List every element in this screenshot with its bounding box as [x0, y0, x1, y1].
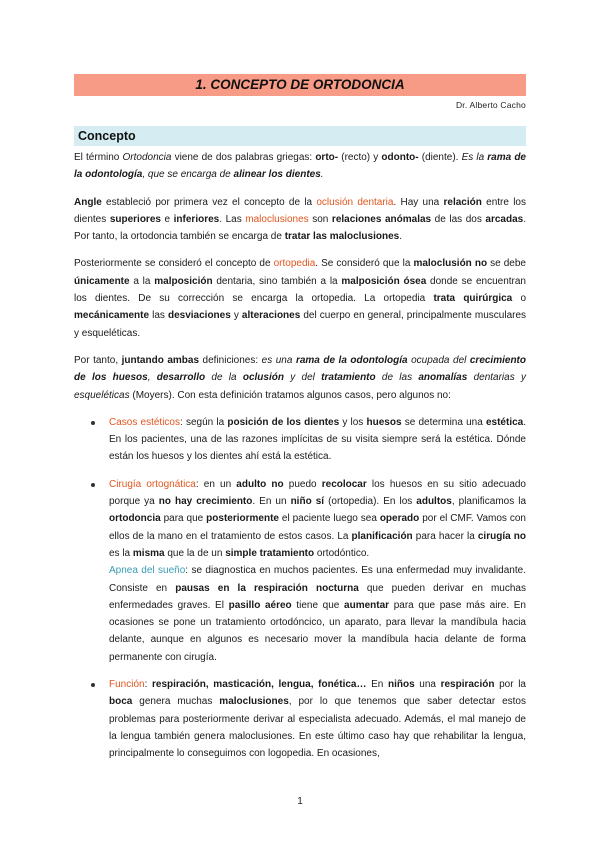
text-run: . En un	[252, 496, 291, 508]
text-run: relación	[443, 196, 482, 208]
text-run: donde se encuentran los dientes. De su corrección se encarga la ortopedia. La ortopedia	[74, 275, 526, 305]
text-run: Función	[109, 679, 145, 691]
text-run: viene de dos palabras griegas:	[171, 152, 316, 163]
text-run: es una	[261, 354, 296, 366]
text-run: recolocar	[321, 478, 367, 490]
text-run: e	[160, 213, 174, 225]
text-run: malposición	[154, 275, 213, 287]
text-run: son	[308, 213, 332, 225]
text-run: juntando ambas	[121, 354, 200, 366]
text-run: (Moyers). Con esta definición tratamos algunos casos, pero algunos no:	[129, 389, 451, 401]
text-run: tratamiento	[321, 372, 376, 384]
text-run: se debe	[487, 258, 526, 270]
text-run: una	[414, 679, 441, 691]
text-run: simple tratamiento	[225, 547, 315, 559]
text-run: crecimiento de los huesos	[74, 354, 526, 384]
text-run: únicamente	[74, 275, 130, 287]
text-run: tratar las maloclusiones	[284, 231, 400, 243]
bullet-icon	[91, 683, 95, 687]
text-run: el paciente luego sea	[278, 513, 380, 525]
text-run: . Hay una	[393, 196, 444, 208]
text-run: puedo	[283, 478, 322, 490]
author-name: Dr. Alberto Cacho	[455, 100, 526, 110]
text-run: (diente).	[418, 152, 462, 163]
text-run: posición de los dientes	[227, 416, 340, 428]
text-run: estableció por primera vez el concepto de la	[101, 196, 317, 208]
text-run: o	[512, 293, 527, 305]
text-run: Ortodoncia	[122, 152, 172, 163]
text-run: pasillo aéreo	[228, 599, 292, 611]
document-body	[74, 149, 526, 773]
text-run: oclusión dentaria	[316, 196, 394, 208]
text-run: rama de la odontología	[74, 152, 526, 181]
text-run: trata quirúrgica	[433, 293, 513, 305]
text-run: . Por tanto, la ortodoncia también se encarga de	[74, 213, 526, 243]
text-run: cirugía no	[477, 530, 526, 542]
text-run: por la	[494, 679, 526, 691]
text-run: , que se encarga de	[142, 169, 234, 181]
text-run: Por tanto,	[74, 354, 122, 366]
text-run: mecánicamente	[74, 310, 150, 322]
text-run: Es la	[461, 152, 488, 163]
text-run: ortodoncia	[109, 513, 161, 525]
text-run: relaciones anómalas	[331, 213, 432, 225]
list-item-text	[109, 676, 526, 762]
text-run: Posteriormente se consideró el concepto de	[74, 258, 274, 270]
text-run: que la de un	[164, 547, 226, 559]
text-run: es la	[109, 547, 133, 559]
text-run: tiene que	[291, 599, 345, 611]
text-run: desarrollo	[156, 372, 206, 384]
text-run: oclusión	[242, 372, 284, 384]
text-run: arcadas	[485, 213, 524, 225]
text-run: Apnea del sueño	[109, 565, 186, 577]
cases-list	[91, 414, 526, 763]
text-run: .	[399, 231, 402, 243]
text-run: adultos	[416, 496, 452, 508]
text-run: Cirugía ortognática	[109, 478, 196, 490]
text-run: para que	[160, 513, 207, 525]
text-run: Angle	[74, 196, 102, 208]
text-run: planificación	[351, 530, 413, 542]
text-run: niños	[387, 679, 415, 691]
text-run: se determina una	[401, 416, 486, 428]
text-run: ortodóntico.	[314, 547, 370, 559]
text-run: maloclusiones	[245, 213, 309, 225]
text-run: niño sí	[290, 496, 325, 508]
text-run: anomalías	[418, 372, 468, 384]
text-run: : según la	[180, 416, 228, 428]
text-run: respiración, masticación, lengua, fonética…	[151, 679, 367, 691]
section-heading: Concepto	[74, 126, 526, 146]
text-run: operado	[379, 513, 420, 525]
list-item	[91, 414, 526, 466]
list-item-text	[109, 414, 526, 466]
text-run: huesos	[366, 416, 402, 428]
text-run: : en un	[195, 478, 237, 490]
text-run: maloclusiones	[219, 696, 289, 708]
text-run: y los	[339, 416, 367, 428]
text-run: y del	[283, 372, 322, 384]
list-item-text	[109, 476, 526, 562]
text-run: estética	[485, 416, 524, 428]
text-run: (ortopedia). En los	[324, 496, 417, 508]
paragraph-definition	[74, 149, 526, 184]
text-run: rama de la odontología	[295, 354, 408, 366]
text-run: alinear los dientes	[233, 169, 321, 181]
text-run: misma	[132, 547, 165, 559]
page-number: 1	[297, 796, 303, 807]
document-title: 1. CONCEPTO DE ORTODONCIA	[74, 74, 526, 96]
bullet-icon	[91, 483, 95, 487]
text-run: odonto-	[381, 152, 419, 163]
text-run: dentarias y esqueléticas	[74, 372, 526, 401]
text-run: para hacer la	[412, 530, 478, 542]
text-run: superiores	[109, 213, 161, 225]
text-run: . En los pacientes, una de las razones implícitas de su visita siempre será la estética. Dónde están los huesos y los dientes ahí está la estética.	[109, 416, 526, 463]
text-run: las	[149, 310, 168, 322]
list-item	[91, 476, 526, 666]
text-run: del cuerpo en general, principalmente musculares y esqueléticas.	[74, 310, 527, 339]
text-run: boca	[109, 696, 133, 708]
text-run: (recto) y	[338, 152, 382, 163]
text-run: ortopedia	[273, 258, 316, 270]
text-run: , por lo que tenemos que saber detectar estos problemas para posteriormente derivar al especialista adecuado. Además, el mal manejo de la lengua también genera maloclusiones. En este último caso hay que rehabilitar la lengua, principalmente lo conseguimos con logopedia. En ocasiones,	[109, 696, 526, 760]
text-run: malposición ósea	[341, 275, 427, 287]
text-run: por el CMF. Vamos con ellos de la mano en el tratamiento de estos casos. La	[109, 513, 526, 542]
list-item	[91, 676, 526, 762]
text-run: dentaria, sino también a la	[212, 275, 342, 287]
paragraph-ortopedia	[74, 255, 526, 341]
bullet-icon	[91, 421, 95, 425]
text-run: entre los dientes	[74, 196, 526, 225]
text-run: y	[230, 310, 242, 322]
list-item-subparagraph	[109, 562, 526, 666]
text-run: posteriormente	[206, 513, 279, 525]
text-run: El término	[74, 152, 123, 163]
text-run: que pueden derivar en muchas enfermedades graves. El	[109, 582, 526, 611]
text-run: maloclusión no	[413, 258, 488, 270]
text-run: adulto no	[236, 478, 284, 490]
text-run: En	[366, 679, 388, 691]
text-run: los huesos en su sitio adecuado porque ya	[109, 478, 526, 508]
text-run: Casos estéticos	[109, 416, 180, 428]
text-run: : se diagnostica en muchos pacientes. Es una enfermedad muy invalidante. Consiste en	[109, 565, 526, 594]
text-run: para que pase más aire. En ocasiones se pone un tratamiento ortodóncico, un aparato, para llevar la mandíbula hacia delante, aunque en algunos es necesario mover la mandíbula hacia delante de forma permanente con cirugía.	[109, 599, 526, 663]
text-run: de las	[375, 372, 419, 384]
text-run: de la	[205, 372, 243, 384]
text-run: genera muchas	[132, 696, 220, 708]
text-run: ,	[147, 372, 157, 384]
text-run: ocupada del	[407, 354, 470, 366]
text-run: pausas en la respiración nocturna	[175, 582, 359, 594]
text-run: a la	[129, 275, 155, 287]
text-run: alteraciones	[241, 310, 301, 322]
text-run: respiración	[440, 679, 495, 691]
text-run: desviaciones	[167, 310, 231, 322]
paragraph-combined-definition	[74, 352, 526, 404]
paragraph-angle	[74, 194, 526, 246]
text-run: definiciones:	[199, 354, 262, 366]
text-run: de las dos	[431, 213, 486, 225]
text-run: . Se consideró que la	[315, 258, 414, 270]
text-run: . Las	[219, 213, 246, 225]
text-run: , planificamos la	[451, 496, 527, 508]
text-run: no hay crecimiento	[158, 496, 253, 508]
text-run: orto-	[315, 152, 339, 163]
text-run: .	[320, 169, 324, 181]
text-run: inferiores	[173, 213, 220, 225]
text-run: :	[144, 679, 152, 691]
text-run: aumentar	[344, 599, 390, 611]
